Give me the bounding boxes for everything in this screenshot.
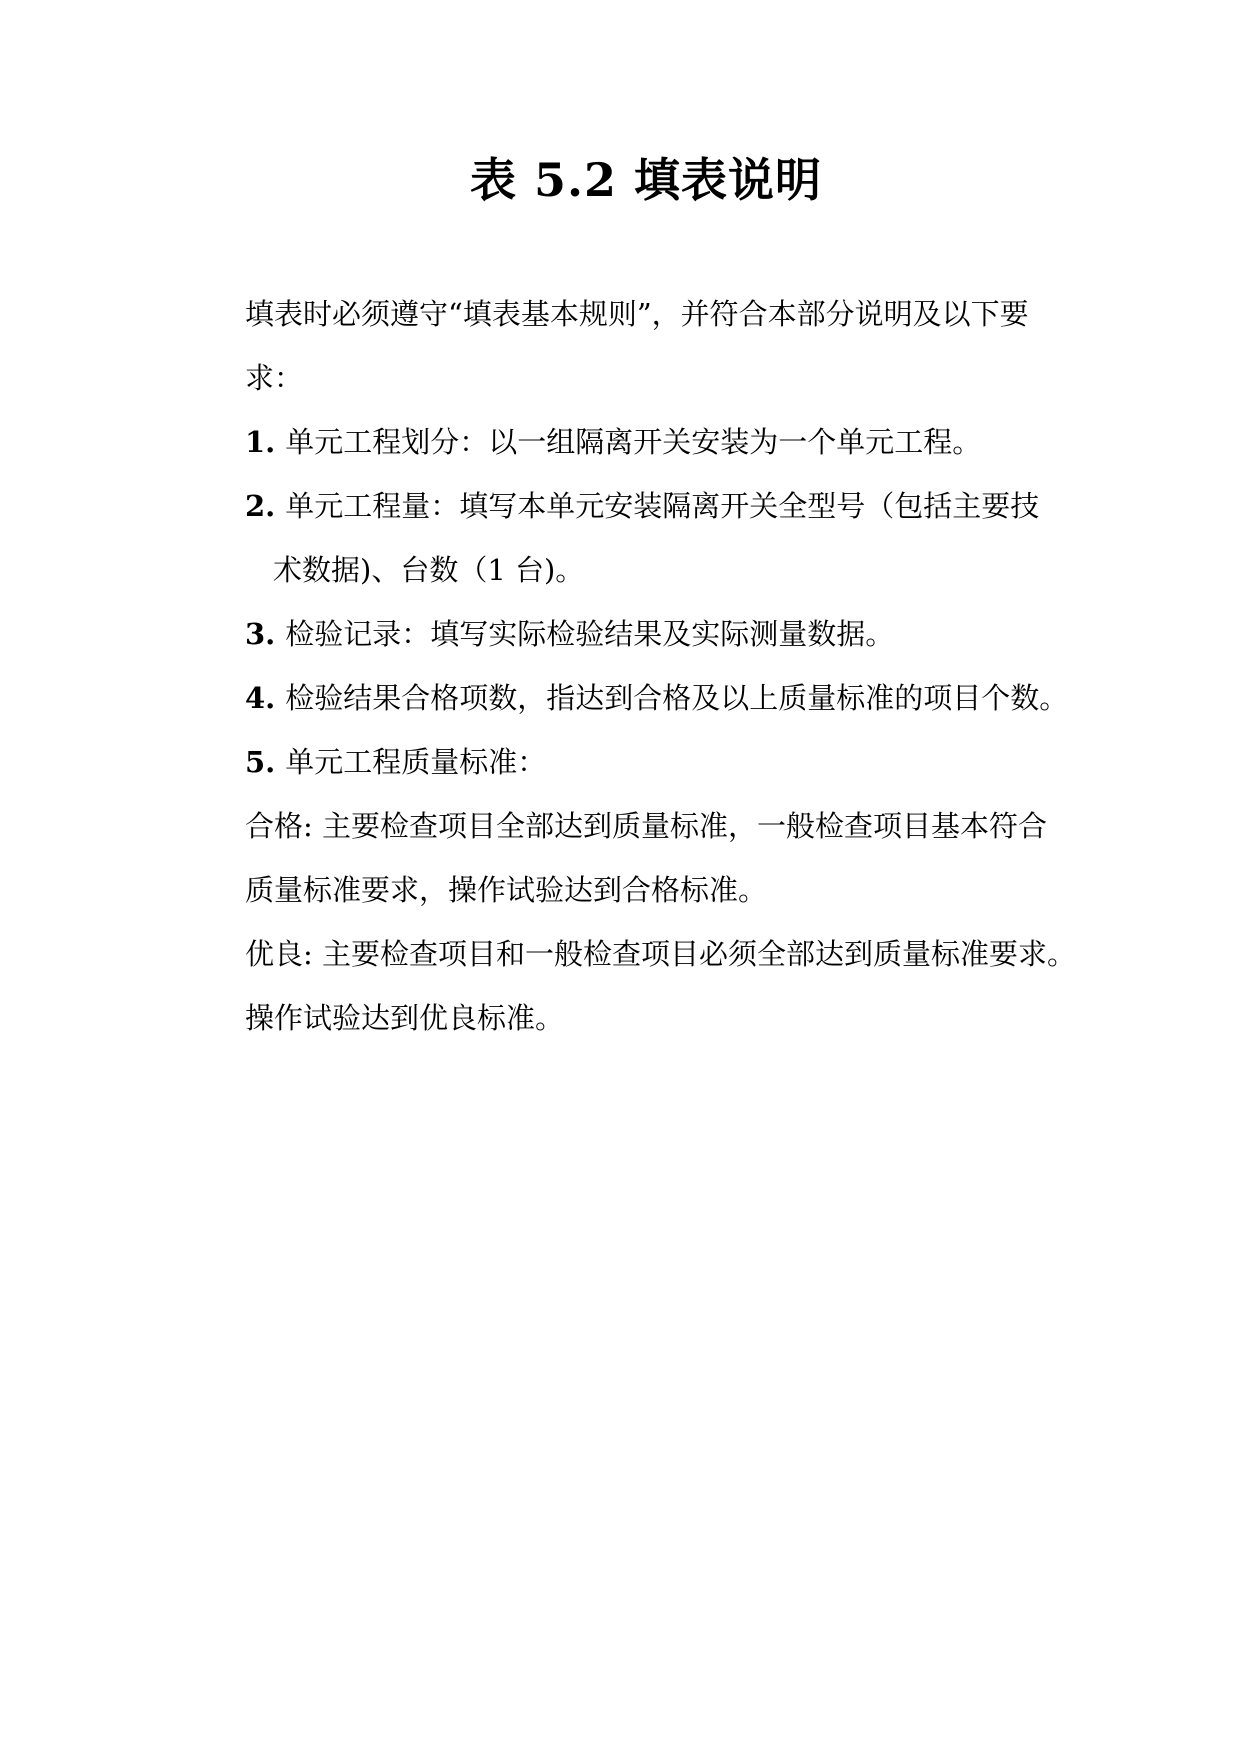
list-item-number: 1. <box>245 425 276 459</box>
page-title: 表 5.2 填表说明 <box>469 153 823 207</box>
list-item-5 <box>245 730 1075 794</box>
list-item-4 <box>245 666 1075 730</box>
list-item-text: 检验记录：填写实际检验结果及实际测量数据。 <box>285 617 895 651</box>
excellent-standard-line-1 <box>245 922 1075 986</box>
list-item-number: 2. <box>245 489 276 523</box>
list-item-2-continuation: 术数据)、台数（1 台)。 <box>273 553 585 587</box>
list-item-number: 4. <box>245 681 276 715</box>
excellent-standard-line-2: 操作试验达到优良标准。 <box>245 1001 565 1035</box>
excellent-text: 主要检查项目和一般检查项目必须全部达到质量标准要求。 <box>312 937 1077 971</box>
qualified-text: 主要检查项目全部达到质量标准，一般检查项目基本符合 <box>312 809 1048 843</box>
list-item-1 <box>245 410 1075 474</box>
list-item-text: 单元工程质量标准： <box>285 745 547 779</box>
qualified-label: 合格: <box>245 809 313 843</box>
list-item-text: 单元工程量：填写本单元安装隔离开关全型号（包括主要技 <box>285 489 1040 523</box>
intro-line-1: 填表时必须遵守“填表基本规则”，并符合本部分说明及以下要 <box>245 297 1029 331</box>
list-item-3 <box>245 602 1075 666</box>
list-item-2 <box>245 474 1075 538</box>
excellent-label: 优良: <box>245 937 313 971</box>
list-item-text: 单元工程划分：以一组隔离开关安装为一个单元工程。 <box>285 425 982 459</box>
intro-line-2: 求： <box>245 361 304 395</box>
list-item-text: 检验结果合格项数，指达到合格及以上质量标准的项目个数。 <box>285 681 1069 715</box>
list-item-number: 5. <box>245 745 276 779</box>
qualified-standard-line-1 <box>245 794 1075 858</box>
instructions-body <box>245 282 1075 1050</box>
list-item-number: 3. <box>245 617 276 651</box>
qualified-standard-line-2: 质量标准要求，操作试验达到合格标准。 <box>245 873 768 907</box>
